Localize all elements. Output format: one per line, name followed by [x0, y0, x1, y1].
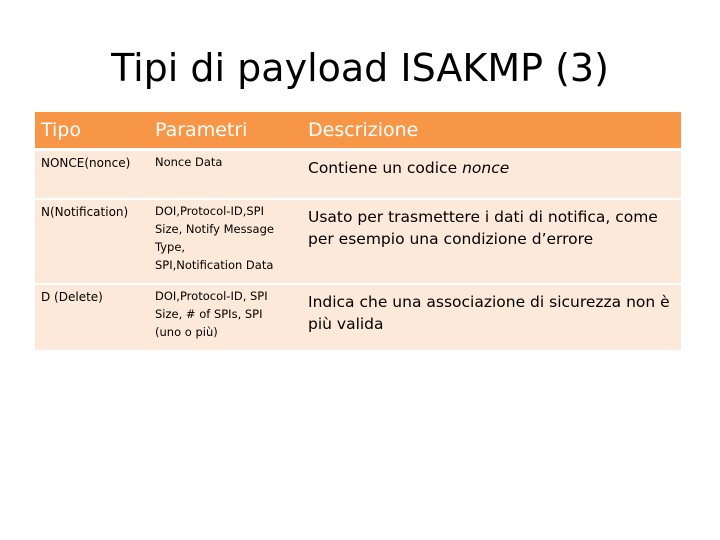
table-header-row: [35, 112, 681, 150]
cell-tipo: NONCE(nonce): [35, 150, 149, 200]
desc-italic: nonce: [462, 159, 510, 177]
table-row: [35, 150, 681, 200]
cell-tipo: N(Notification): [35, 199, 149, 284]
cell-tipo: D (Delete): [35, 284, 149, 351]
header-tipo: Tipo: [35, 112, 149, 150]
table-row: [35, 199, 681, 284]
cell-parametri: [149, 199, 302, 284]
param-line: (uno o più): [155, 325, 218, 339]
param-line: DOI,Protocol-ID, SPI: [155, 289, 268, 303]
header-descrizione: Descrizione: [302, 112, 681, 150]
slide-title: Tipi di payload ISAKMP (3): [111, 46, 609, 90]
cell-descrizione: Usato per trasmettere i dati di notifica, come per esempio una condizione d’errore: [302, 199, 681, 284]
cell-parametri: [149, 284, 302, 351]
param-line: Nonce Data: [155, 155, 223, 169]
cell-descrizione: Indica che una associazione di sicurezza non è più valida: [302, 284, 681, 351]
table-row: [35, 284, 681, 351]
param-line: Size, Notify Message: [155, 222, 274, 236]
header-parametri: Parametri: [149, 112, 302, 150]
param-line: SPI,Notification Data: [155, 258, 274, 272]
payload-types-table: [35, 112, 681, 352]
desc-text: Contiene un codice: [308, 159, 458, 177]
param-line: DOI,Protocol-ID,SPI: [155, 204, 264, 218]
param-line: Size, # of SPIs, SPI: [155, 307, 263, 321]
cell-parametri: [149, 150, 302, 200]
param-line: Type,: [155, 240, 186, 254]
cell-descrizione: [302, 150, 681, 200]
